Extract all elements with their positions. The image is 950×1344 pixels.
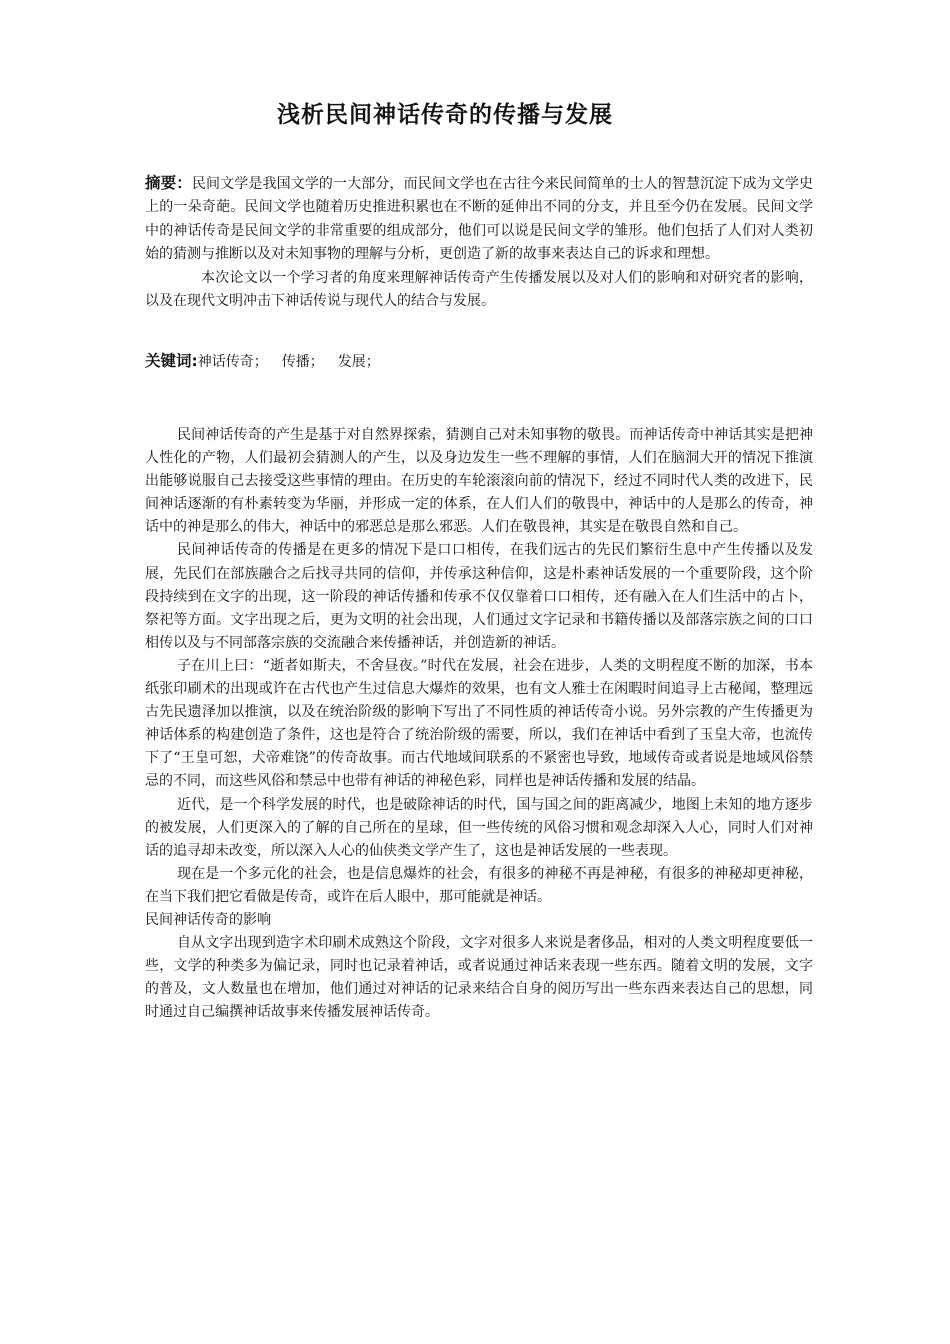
- abstract-paragraph-2: 本次论文以一个学习者的角度来理解神话传奇产生传播发展以及对人们的影响和对研究者的影响，以及在现代文明冲击下神话传说与现代人的结合与发展。: [145, 269, 813, 310]
- abstract-label: 摘要：: [145, 174, 192, 192]
- keyword-item: 发展；: [337, 354, 380, 370]
- keywords-section: [145, 350, 813, 374]
- abstract-text-1: 民间文学是我国文学的一大部分，而民间文学也在古往今来民间简单的士人的智慧沉淀下成为文学史上的一朵奇葩。民间文学也随着历史推进积累也在不断的延伸出不同的分支，并且至今仍在发展。民间文学中的神话传奇是民间文学的非常重要的组成部分，他们可以说是民间文学的雏形。他们包括了人们对人类初始的猜测与推断以及对未知事物的理解与分析，更创造了新的故事来表达自己的诉求和理想。: [145, 176, 813, 263]
- body-paragraph-4: 近代，是一个科学发展的时代，也是破除神话的时代，国与国之间的距离减少，地图上未知的地方逐步的被发展，人们更深入的了解的自己所在的星球，但一些传统的风俗习惯和观念却深入人心，同时人们对神话的追寻却未改变，所以深入人心的仙侠类文学产生了，这也是神话发展的一些表现。: [145, 796, 813, 859]
- keyword-item: 传播；: [281, 354, 324, 370]
- body-paragraph-5: 现在是一个多元化的社会，也是信息爆炸的社会，有很多的神秘不再是神秘，有很多的神秘却更神秘，在当下我们把它看做是传奇，或许在后人眼中，那可能就是神话。: [145, 865, 813, 905]
- abstract-paragraph-1: [145, 172, 813, 267]
- abstract-section: [145, 172, 813, 313]
- body-paragraph-6: 自从文字出现到造字术印刷术成熟这个阶段，文字对很多人来说是奢侈品，相对的人类文明程度要低一些，文学的种类多为偏记录，同时也记录着神话，或者说通过神话来表现一些东西。随着文明的发展，文字的普及，文人数量也在增加，他们通过对神话的记录来结合自身的阅历写出一些东西来表达自己的思想，同时通过自己编撰神话故事来传播发展神话传奇。: [145, 935, 813, 1021]
- keywords-label: 关键词:: [145, 352, 198, 370]
- body-paragraph-3: 子在川上曰：“逝者如斯夫，不舍昼夜。”时代在发展，社会在进步，人类的文明程度不断的加深，书本纸张印刷术的出现或许在古代也产生过信息大爆炸的效果，也有文人雅士在闲暇时间追寻上古秘闻，整理远古先民遗泽加以推演，以及在统治阶级的影响下写出了不同性质的神话传奇小说。另外宗教的产生传播更为神话体系的构建创造了条件，这也是符合了统治阶级的需要，所以，我们在神话中看到了玉皇大帝，也流传下了“王皇可恕，犬帝难饶”的传奇故事。而古代地域间联系的不紧密也导致，地域传奇或者说是地域风俗禁忌的不同，而这些风俗和禁忌中也带有神话的神秘色彩，同样也是神话传播和发展的结晶。: [145, 657, 813, 790]
- keyword-item: 神话传奇；: [197, 354, 268, 370]
- body-paragraph-2: 民间神话传奇的传播是在更多的情况下是口口相传，在我们远古的先民们繁衍生息中产生传播以及发展，先民们在部族融合之后找寻共同的信仰，并传承这种信仰，这是朴素神话发展的一个重要阶段，这个阶段持续到在文字的出现，这一阶段的神话传播和传承不仅仅靠着口口相传，还有融入在人们生活中的占卜，祭祀等方面。文字出现之后，更为文明的社会出现，人们通过文字记录和书籍传播以及部落宗族之间的口口相传以及与不同部落宗族的交流融合来传播神话，并创造新的神话。: [145, 542, 813, 651]
- document-title: 浅析民间神话传奇的传播与发展: [277, 102, 613, 128]
- section-heading: 民间神话传奇的影响: [145, 911, 271, 928]
- body-paragraph-1: 民间神话传奇的产生是基于对自然界探索，猜测自己对未知事物的敬畏。而神话传奇中神话其实是把神人性化的产物，人们最初会猜测人的产生，以及身边发生一些不理解的事情，人们在脑洞大开的情况下推演出能够说服自己去接受这些事情的理由。在历史的车轮滚滚向前的情况下，经过不同时代人类的改进下，民间神话逐渐的有朴素转变为华丽，并形成一定的体系，在人们人们的敬畏中，神话中的人是那么的传奇，神话中的神是那么的伟大，神话中的邪恶总是那么邪恶。人们在敬畏神，其实是在敬畏自然和自己。: [145, 427, 813, 536]
- body-section: [145, 424, 813, 1024]
